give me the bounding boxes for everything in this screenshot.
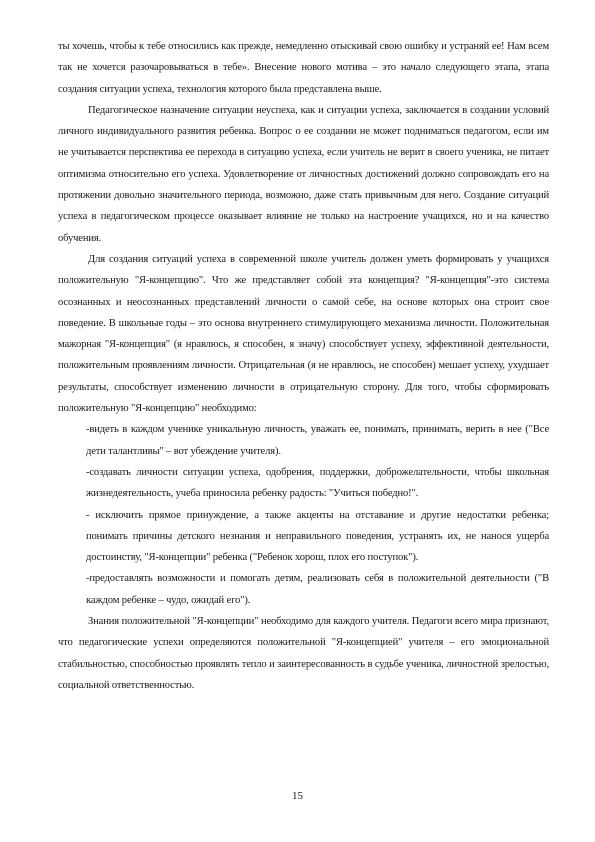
list-item: -видеть в каждом ученике уникальную личность, уважать ее, понимать, принимать, верить в нее ("Все дети талантливы" – вот убеждение учителя). (86, 424, 549, 457)
document-page (58, 36, 549, 696)
paragraph-continuation: ты хочешь, чтобы к тебе относились как прежде, немедленно отыскивай свою ошибку и устраняй ее! Нам всем так не хочется разочаровываться в тебе». Внесение нового мотива – это начало следующего этапа, этапа создания ситуации успеха, технология которого была представлена выше. (58, 41, 549, 95)
list-item: - исключить прямое принуждение, а также акценты на отставание и другие недостатки ребенка; понимать причины детского незнания и неправильного поведения, устранять их, не нанося ущерба достоинству, "Я-концепции" ребенка ("Ребенок хорош, плох его поступок"). (86, 509, 549, 564)
page-number: 15 (292, 790, 303, 802)
paragraph-self-concept: Для создания ситуаций успеха в современной школе учитель должен уметь формировать у учащихся положительную "Я-концепцию". Что же представляет собой эта концепция? "Я-концепция"-это система осознанных и неосознанных представлений личности о самой себе, на основе которых она строит свое поведение. В школьные годы – это основа внутреннего стимулирующего механизма личности. Положительная мажорная "Я-концепция" (я нравлюсь, я способен, я значу) способствует успеху, эффективной деятельности, положительным проявлениям личности. Отрицательная (я не нравлюсь, не способен) мешает успеху, ухудшает результаты, способствует изменению личности в отрицательную сторону. Для того, чтобы сформировать положительную "Я-концепцию" необходимо: (58, 253, 549, 415)
paragraph-failure-situation: Педагогическое назначение ситуации неуспеха, как и ситуации успеха, заключается в создании условий личного индивидуального развития ребенка. Вопрос о ее создании не может подниматься педагогом, если им не учитывается перспектива ее перехода в ситуацию успеха, если учитель не верит в своего ученика, не питает оптимизма относительно его успеха. Удовлетворение от личностных достижений должно сопровождать его на протяжении довольно значительного периода, возможно, даже стать привычным для него. Создание ситуаций успеха в педагогическом процессе оказывает влияние не только на настроение учащихся, но и на качество обучения. (58, 104, 549, 244)
list-item: -предоставлять возможности и помогать детям, реализовать себя в положительной деятельности ("В каждом ребенке – чудо, ожидай его"). (86, 573, 549, 606)
paragraph-conclusion: Знания положительной "Я-концепции" необходимо для каждого учителя. Педагоги всего мира признают, что педагогические успехи определяются положительной "Я-концепцией" учителя – его эмоциональной стабильностью, способностью проявлять тепло и заинтересованность в судьбе ученика, личностной зрелостью, социальной ответственностью. (58, 616, 549, 691)
list-item: -создавать личности ситуации успеха, одобрения, поддержки, доброжелательности, чтобы школьная жизнедеятельность, учеба приносила ребенку радость: "Учиться победно!". (86, 466, 549, 500)
